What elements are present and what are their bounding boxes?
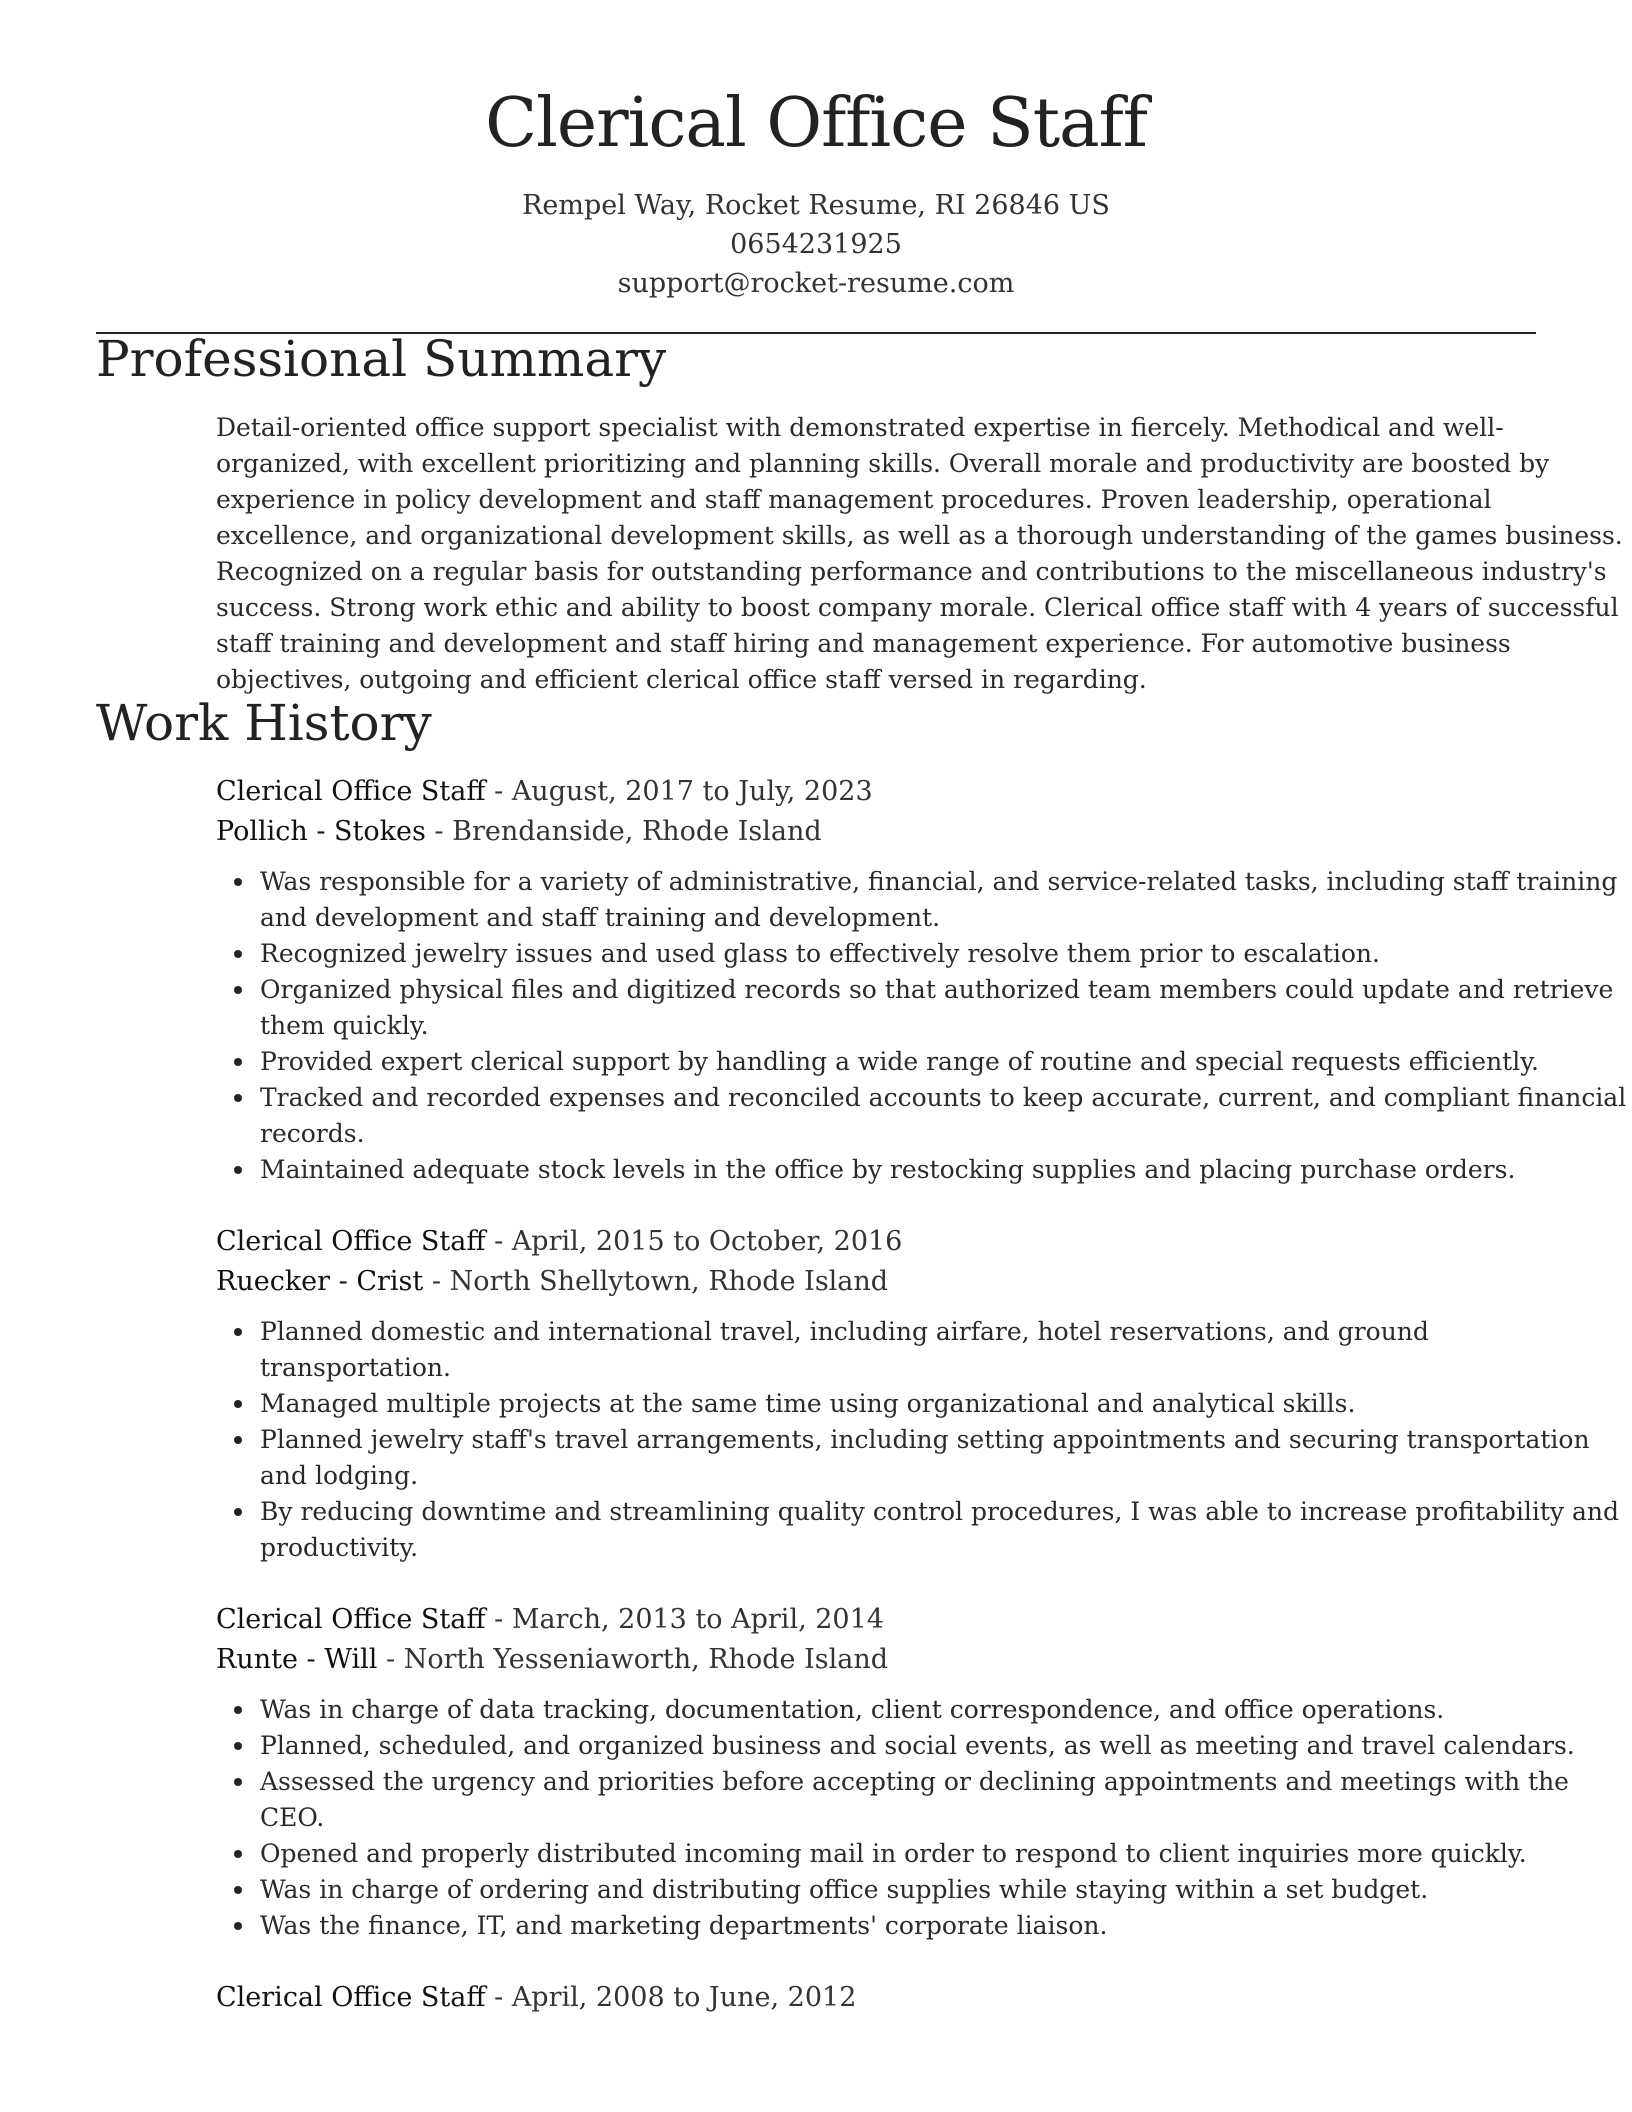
duty-item [260, 1764, 1569, 1836]
duty-line: Was the finance, IT, and marketing departments' corporate liaison. [260, 1911, 1108, 1940]
candidate-name: Clerical Office Staff [485, 84, 1147, 163]
duty-line: Maintained adequate stock levels in the office by restocking supplies and placing purchase orders. [260, 1155, 1516, 1184]
duty-item [260, 1422, 1590, 1494]
job-title-line [216, 772, 1536, 812]
address: Rempel Way, Rocket Resume, RI 26846 US [522, 190, 1110, 221]
summary-line: Detail-oriented office support specialist with demonstrated expertise in fiercely. Methodical and well- [216, 413, 1504, 442]
summary-line: objectives, outgoing and efficient clerical office staff versed in regarding. [216, 665, 1147, 694]
separator: - [485, 1604, 512, 1635]
job-location: North Shellytown, Rhode Island [449, 1266, 889, 1297]
summary-line: excellence, and organizational development skills, as well as a thorough understanding of the games business. [216, 521, 1623, 550]
duty-item [260, 936, 1536, 972]
duty-line: them quickly. [260, 1011, 429, 1040]
phone: 0654231925 [730, 229, 902, 260]
duty-item [260, 1836, 1536, 1872]
email: support@rocket-resume.com [617, 268, 1015, 299]
summary-heading: Professional Summary [96, 330, 667, 388]
duty-item [260, 1080, 1627, 1152]
summary-line: success. Strong work ethic and ability to boost company morale. Clerical office staff with 4 years of successful [216, 593, 1619, 622]
job-dates: August, 2017 to July, 2023 [511, 776, 873, 807]
duty-line: Managed multiple projects at the same time using organizational and analytical skills. [260, 1389, 1356, 1418]
duty-line: Was in charge of ordering and distributing office supplies while staying within a set budget. [260, 1875, 1429, 1904]
duty-line: Opened and properly distributed incoming mail in order to respond to client inquiries more quickly. [260, 1839, 1527, 1868]
duty-line: Planned, scheduled, and organized business and social events, as well as meeting and travel calendars. [260, 1731, 1575, 1760]
job-company-line [216, 1640, 1536, 1680]
duty-item [260, 1494, 1620, 1566]
job-role: Clerical Office Staff [216, 776, 486, 807]
work-history-heading: Work History [96, 694, 432, 752]
duty-line: Planned jewelry staff's travel arrangements, including setting appointments and securing transportation [260, 1425, 1590, 1454]
job-entry [216, 1222, 1620, 1566]
job-company-line [216, 1262, 1536, 1302]
duty-line: By reducing downtime and streamlining quality control procedures, I was able to increase profitability and [260, 1497, 1620, 1526]
duty-item [260, 1872, 1536, 1908]
job-company-line [216, 812, 1536, 852]
duty-line: Was in charge of data tracking, documentation, client correspondence, and office operations. [260, 1695, 1445, 1724]
duty-line: transportation. [260, 1353, 451, 1382]
job-company: Pollich - Stokes [216, 816, 426, 847]
job-title-line [216, 1222, 1536, 1262]
job-location: Brendanside, Rhode Island [452, 816, 822, 847]
duty-item [260, 1728, 1575, 1764]
job-dates: March, 2013 to April, 2014 [511, 1604, 884, 1635]
summary-line: experience in policy development and staff management procedures. Proven leadership, operational [216, 485, 1492, 514]
duty-line: records. [260, 1119, 365, 1148]
duty-item [260, 1386, 1536, 1422]
contact-block [96, 186, 1536, 303]
duty-line: Provided expert clerical support by handling a wide range of routine and special requests efficiently. [260, 1047, 1539, 1076]
duty-list [216, 1692, 1575, 1944]
job-title-line [216, 1978, 1536, 2018]
duty-item [260, 1314, 1536, 1386]
job-location: North Yesseniaworth, Rhode Island [403, 1644, 889, 1675]
resume-page [96, 0, 1627, 2018]
separator: - [485, 1982, 512, 2013]
duty-line: and lodging. [260, 1461, 419, 1490]
duty-list [216, 864, 1627, 1188]
resume-header [96, 0, 1536, 303]
duty-line: CEO. [260, 1803, 325, 1832]
job-entry [216, 1600, 1575, 1944]
duty-item [260, 1044, 1539, 1080]
summary-line: organized, with excellent prioritizing and planning skills. Overall morale and productivity are boosted by [216, 449, 1550, 478]
duty-item [260, 972, 1614, 1044]
summary-line: Recognized on a regular basis for outstanding performance and contributions to the miscellaneous industry's [216, 557, 1607, 586]
duty-line: productivity. [260, 1533, 419, 1562]
job-title-line [216, 1600, 1536, 1640]
separator: - [485, 776, 512, 807]
separator: - [425, 816, 453, 847]
job-dates: April, 2015 to October, 2016 [511, 1226, 903, 1257]
job-dates: April, 2008 to June, 2012 [511, 1982, 857, 2013]
duty-item [260, 864, 1618, 936]
duty-line: Recognized jewelry issues and used glass to effectively resolve them prior to escalation. [260, 939, 1380, 968]
summary-line: staff training and development and staff hiring and management experience. For automotive business [216, 629, 1511, 658]
job-entry [216, 1978, 1536, 2018]
duty-item [260, 1152, 1536, 1188]
duty-list [216, 1314, 1620, 1566]
job-company: Runte - Will [216, 1644, 378, 1675]
summary-text [216, 410, 1623, 698]
job-role: Clerical Office Staff [216, 1982, 486, 2013]
job-role: Clerical Office Staff [216, 1226, 486, 1257]
duty-line: Planned domestic and international travel, including airfare, hotel reservations, and ground [260, 1317, 1429, 1346]
separator: - [485, 1226, 512, 1257]
duty-item [260, 1908, 1536, 1944]
duty-item [260, 1692, 1536, 1728]
duty-line: and development and staff training and development. [260, 903, 941, 932]
duty-line: Tracked and recorded expenses and reconciled accounts to keep accurate, current, and compliant financial [260, 1083, 1627, 1112]
separator: - [377, 1644, 404, 1675]
duty-line: Assessed the urgency and priorities before accepting or declining appointments and meetings with the [260, 1767, 1569, 1796]
duty-line: Was responsible for a variety of administrative, financial, and service-related tasks, including staff training [260, 867, 1618, 896]
job-role: Clerical Office Staff [216, 1604, 486, 1635]
job-company: Ruecker - Crist [216, 1266, 424, 1297]
separator: - [423, 1266, 450, 1297]
job-entry [216, 772, 1627, 1188]
duty-line: Organized physical files and digitized records so that authorized team members could update and retrieve [260, 975, 1614, 1004]
